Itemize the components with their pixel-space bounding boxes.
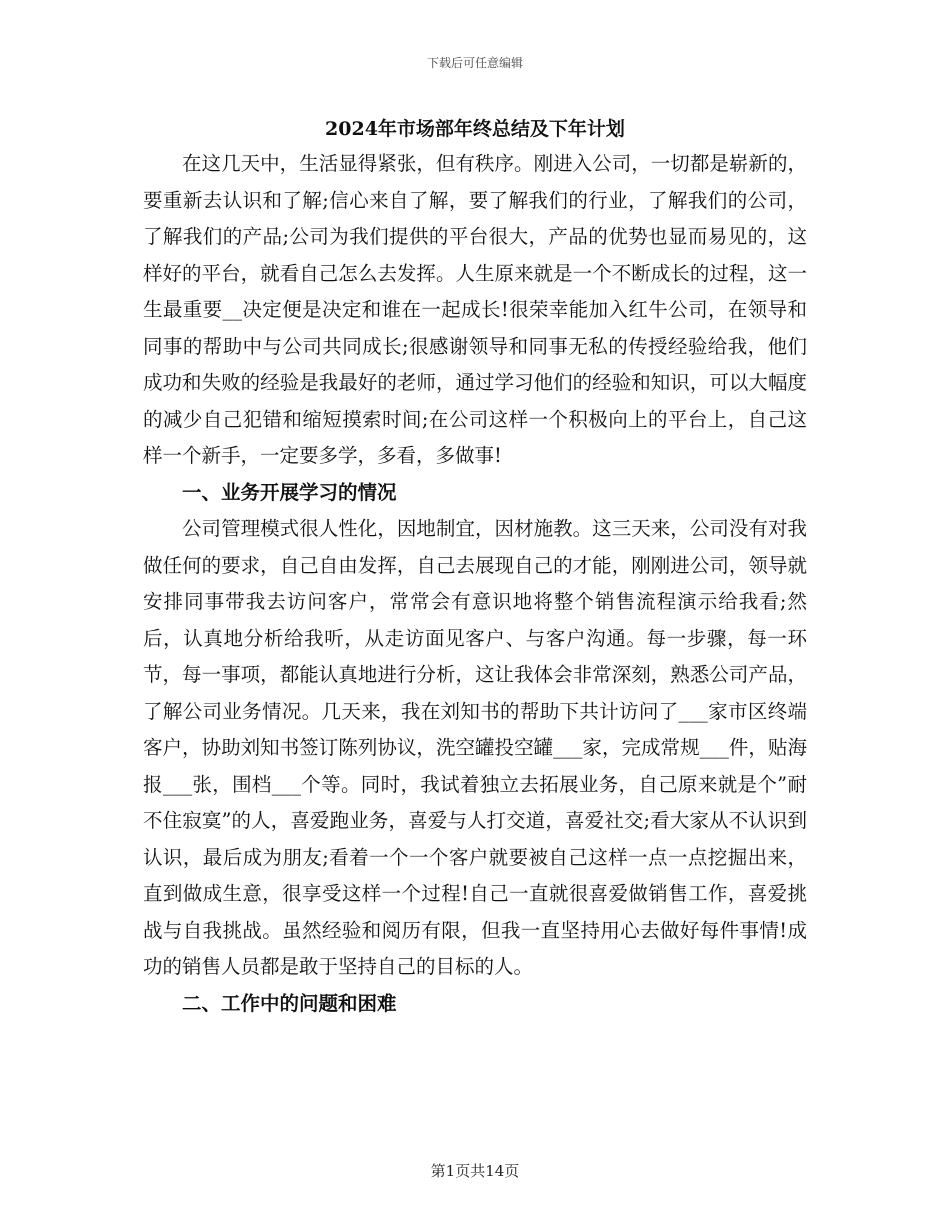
- header-note: 下载后可任意编辑: [426, 56, 523, 70]
- document-title: 2024年市场部年终总结及下年计划: [325, 118, 625, 140]
- document-body: [143, 146, 807, 1022]
- page-number: 第1页共14页: [430, 1162, 520, 1180]
- paragraph-intro: 在这几天中，生活显得紧张，但有秩序。刚进入公司，一切都是崭新的，要重新去认识和了解;信心来自了解，要了解我们的行业，了解我们的公司，了解我们的产品;公司为我们提供的平台很大，产品的优势也显而易见的，这样好的平台，就看自己怎么去发挥。人生原来就是一个不断成长的过程，这一生最重要__决定便是决定和谁在一起成长!很荣幸能加入红牛公司，在领导和同事的帮助中与公司共同成长;很感谢领导和同事无私的传授经验给我，他们成功和失败的经验是我最好的老师，通过学习他们的经验和知识，可以大幅度的减少自己犯错和缩短摸索时间;在公司这样一个积极向上的平台上，自己这样一个新手，一定要多学，多看，多做事!: [143, 152, 807, 467]
- section-heading-problems: 二、工作中的问题和困难: [182, 991, 397, 1015]
- section-heading-business: 一、业务开展学习的情况: [182, 480, 397, 504]
- paragraph-business: 公司管理模式很人性化，因地制宜，因材施教。这三天来，公司没有对我做任何的要求，自己自由发挥，自己去展现自己的才能，刚刚进公司，领导就安排同事带我去访问客户，常常会有意识地将整个销售流程演示给我看;然后，认真地分析给我听，从走访面见客户、与客户沟通。每一步骤，每一环节，每一事项，都能认真地进行分析，这让我体会非常深刻，熟悉公司产品，了解公司业务情况。几天来，我在刘知书的帮助下共计访问了___家市区终端客户，协助刘知书签订陈列协议，洗空罐投空罐___家，完成常规___件，贴海报___张，围档___个等。同时，我试着独立去拓展业务，自己原来就是个”耐不住寂寞”的人，喜爱跑业务，喜爱与人打交道，喜爱社交;看大家从不认识到认识，最后成为朋友;看着一个一个客户就要被自己这样一点一点挖掘出来，直到做成生意，很享受这样一个过程!自己一直就很喜爱做销售工作，喜爱挑战与自我挑战。虽然经验和阅历有限，但我一直坚持用心去做好每件事情!成功的销售人员都是敢于坚持自己的目标的人。: [143, 517, 807, 978]
